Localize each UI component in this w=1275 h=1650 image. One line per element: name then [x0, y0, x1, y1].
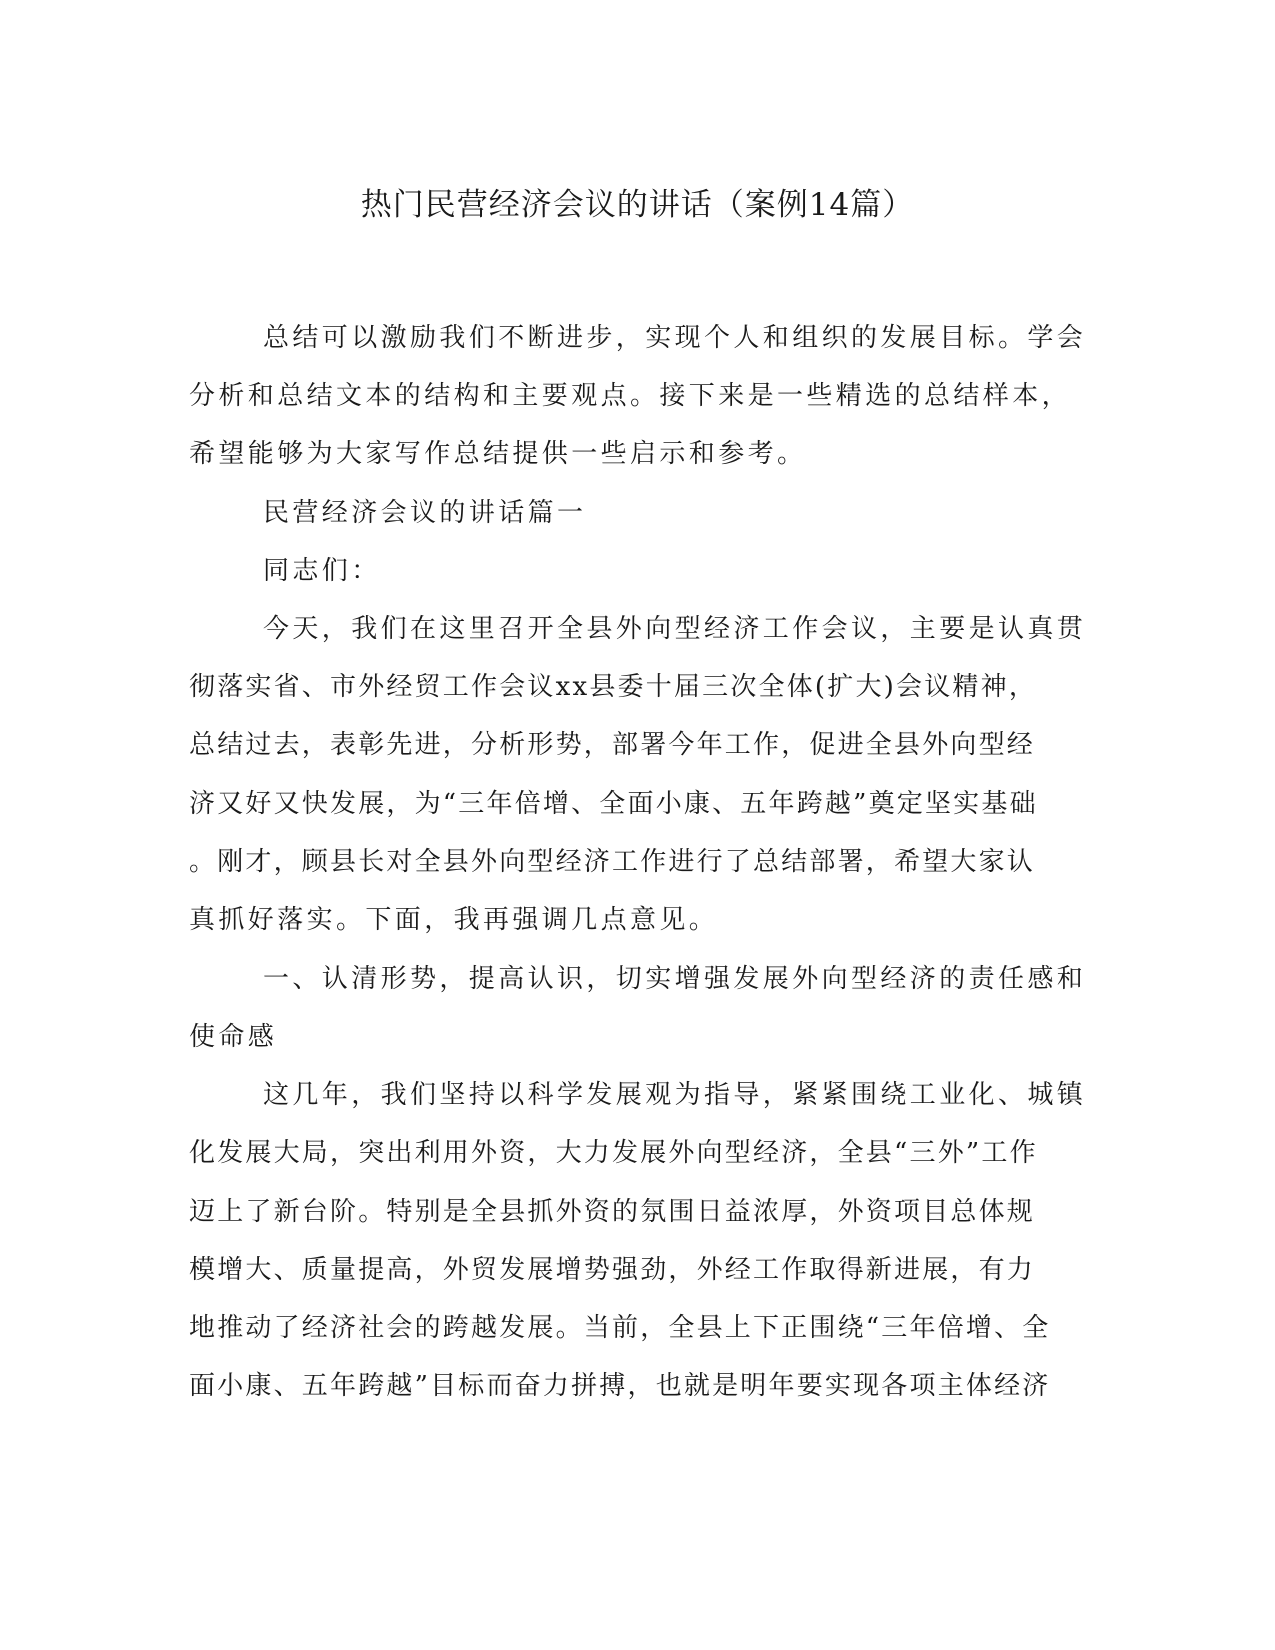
- paragraph-line: 真抓好落实。下面，我再强调几点意见。: [189, 905, 719, 935]
- paragraph-line: 面小康、五年跨越”目标而奋力拼搏，也就是明年要实现各项主体经济: [189, 1371, 1051, 1401]
- salutation: 同志们：: [263, 556, 381, 586]
- paragraph-line: 彻落实省、市外经贸工作会议xx县委十届三次全体(扩大)会议精神，: [189, 672, 1038, 702]
- paragraph-line: 济又好又快发展，为“三年倍增、全面小康、五年跨越”奠定坚实基础: [189, 789, 1038, 819]
- paragraph-line: 总结可以激励我们不断进步，实现个人和组织的发展目标。学会: [263, 323, 1087, 353]
- paragraph-line: 今天，我们在这里召开全县外向型经济工作会议，主要是认真贯: [263, 614, 1087, 644]
- paragraph-line: 地推动了经济社会的跨越发展。当前，全县上下正围绕“三年倍增、全: [189, 1313, 1051, 1343]
- paragraph-line: 总结过去，表彰先进，分析形势，部署今年工作，促进全县外向型经: [189, 730, 1036, 760]
- document-title: 热门民营经济会议的讲话（案例14篇）: [360, 187, 915, 223]
- subsection-heading: 一、认清形势，提高认识，切实增强发展外向型经济的责任感和: [263, 964, 1087, 994]
- subsection-heading-continued: 使命感: [189, 1022, 278, 1052]
- paragraph-line: 迈上了新台阶。特别是全县抓外资的氛围日益浓厚，外资项目总体规: [189, 1197, 1036, 1227]
- paragraph-line: 。刚才，顾县长对全县外向型经济工作进行了总结部署，希望大家认: [189, 847, 1036, 877]
- paragraph-line: 模增大、质量提高，外贸发展增势强劲，外经工作取得新进展，有力: [189, 1255, 1036, 1285]
- paragraph-line: 这几年，我们坚持以科学发展观为指导，紧紧围绕工业化、城镇: [263, 1080, 1087, 1110]
- paragraph-line: 分析和总结文本的结构和主要观点。接下来是一些精选的总结样本，: [189, 381, 1072, 411]
- section-heading: 民营经济会议的讲话篇一: [263, 498, 587, 528]
- paragraph-line: 希望能够为大家写作总结提供一些启示和参考。: [189, 439, 807, 469]
- paragraph-line: 化发展大局，突出利用外资，大力发展外向型经济，全县“三外”工作: [189, 1138, 1038, 1168]
